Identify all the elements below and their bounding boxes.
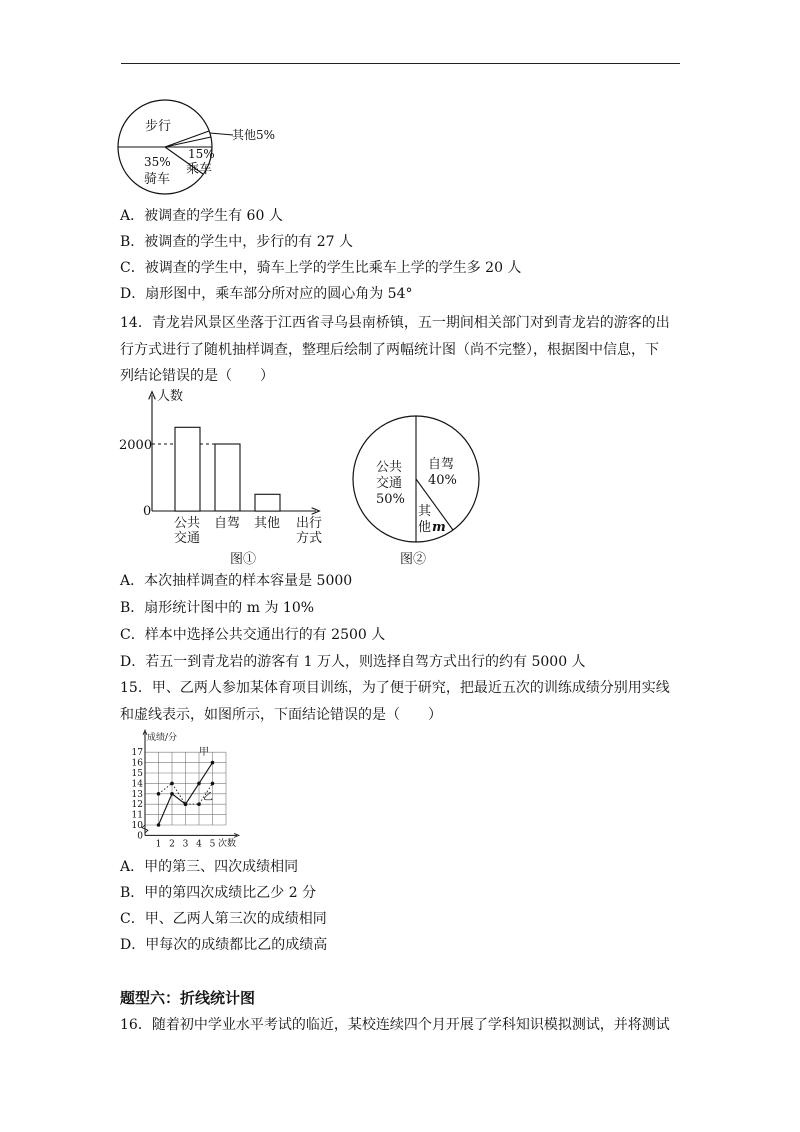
pie1-label-other: 其他5% [232,128,276,142]
pie2-label-self: 自驾 [428,457,455,472]
q14-option-a: A．本次抽样调查的样本容量是 5000 [120,573,353,589]
pie-chart-transport [115,95,290,205]
line-chart-legend-jia: 甲 [199,747,209,758]
series-yi-point-3 [184,802,188,806]
pie2-label-m: m [432,520,446,535]
q14-stem-line1: 14．青龙岩风景区坐落于江西省寻乌县南桥镇，五一期间相关部门对到青龙岩的游客的出 [120,315,670,331]
x-tick-4: 4 [196,839,202,850]
q14-option-d: D．若五一到青龙岩的游客有 1 万人，则选择自驾方式出行的约有 5000 人 [120,654,586,670]
q14-option-c: C．样本中选择公共交通出行的有 2500 人 [120,627,386,643]
bar-cat-self: 自驾 [214,516,241,531]
q15-option-a: A．甲的第三、四次成绩相同 [120,859,299,875]
q13-option-c: C．被调查的学生中，骑车上学的学生比乘车上学的学生多 20 人 [120,260,522,276]
series-jia-point-4 [197,782,201,786]
pie1-leader-other [210,133,233,135]
line-chart-axes [142,732,237,835]
pie1-label-walk: 步行 [145,119,172,134]
line-chart-y-label: 成绩/分 [147,733,178,743]
y-tick-13: 13 [131,789,143,800]
bar-x-label-2: 方式 [296,531,323,546]
q15-option-b: B．甲的第四次成绩比乙少 2 分 [120,885,317,901]
bar-origin: 0 [143,504,152,519]
q13-option-a: A．被调查的学生有 60 人 [120,208,283,224]
q14-stem-line2: 行方式进行了随机抽样调查，整理后绘制了两幅统计图（尚不完整），根据图中信息，下 [120,342,659,358]
pie2-label-other-1: 其 [418,504,432,519]
q13-option-d: D．扇形图中，乘车部分所对应的圆心角为 54° [120,286,413,302]
series-yi-point-5 [211,782,215,786]
fig1-caption: 图① [230,552,257,567]
x-tick-1: 1 [155,839,162,850]
y-tick-12: 12 [131,800,143,811]
line-chart-legend-yi: 乙 [203,792,213,803]
q15-stem-line1: 15．甲、乙两人参加某体育项目训练，为了便于研究，把最近五次的训练成绩分别用实线 [120,680,670,696]
q15-option-c: C．甲、乙两人第三次的成绩相同 [120,911,327,927]
pie-chart-travel-mode [350,413,482,545]
section-title: 题型六：折线统计图 [120,989,256,1007]
bar-other [255,494,280,511]
line-chart-x-label: 次数 [218,839,237,849]
y-tick-16: 16 [131,758,143,769]
pie2-label-public-1: 公共 [376,460,403,475]
x-tick-5: 5 [209,839,216,850]
fig2-caption: 图② [400,552,427,567]
line-chart-scores [115,728,250,853]
pie1-label-ride-pct: 15% [188,147,215,161]
bar-cat-public-2: 交通 [174,531,201,546]
y-tick-11: 11 [131,810,143,821]
bar-y-tick-2000: 2000 [119,438,153,453]
q14-option-b: B．扇形统计图中的 m 为 10% [120,600,315,616]
pie2-label-self-pct: 40% [428,473,457,488]
y-tick-14: 14 [131,779,143,790]
q15-option-d: D．甲每次的成绩都比乙的成绩高 [120,937,328,953]
y-tick-17: 17 [131,748,143,759]
bar-cat-other: 其他 [254,516,281,531]
top-rule [121,63,680,64]
pie2-label-public-2: 交通 [376,476,403,491]
series-jia-point-1 [157,823,161,827]
q15-stem-line2: 和虚线表示，如图所示，下面结论错误的是（ ） [120,707,442,723]
q13-option-b: B．被调查的学生中，步行的有 27 人 [120,234,354,250]
pie1-label-bike: 骑车 [144,172,171,187]
q16-stem-line1: 16．随着初中学业水平考试的临近，某校连续四个月开展了学科知识模拟测试，并将测试 [120,1017,670,1033]
y-tick-10: 10 [131,821,143,831]
series-yi-point-1 [157,792,161,796]
bar-public-transport [175,427,200,511]
bar-y-label: 人数 [157,389,184,404]
series-jia-point-2 [170,792,174,796]
pie1-label-ride: 乘车 [186,162,213,177]
pie2-label-other-2: 他 [418,520,432,535]
x-tick-2: 2 [169,839,175,850]
series-jia-point-5 [211,761,215,765]
pie2-label-public-pct: 50% [376,492,405,507]
y-tick-0: 0 [137,831,143,842]
pie1-label-bike-pct: 35% [144,155,171,169]
bar-self-drive [215,444,240,511]
x-tick-3: 3 [182,839,189,850]
series-yi-point-4 [197,802,201,806]
bar-cat-public-1: 公共 [174,516,201,531]
y-tick-15: 15 [131,769,143,779]
bar-x-label-1: 出行 [296,516,323,531]
series-yi-point-2 [170,782,174,786]
q14-stem-line3: 列结论错误的是（ ） [120,368,274,384]
bar-chart-travel-mode [115,387,340,547]
